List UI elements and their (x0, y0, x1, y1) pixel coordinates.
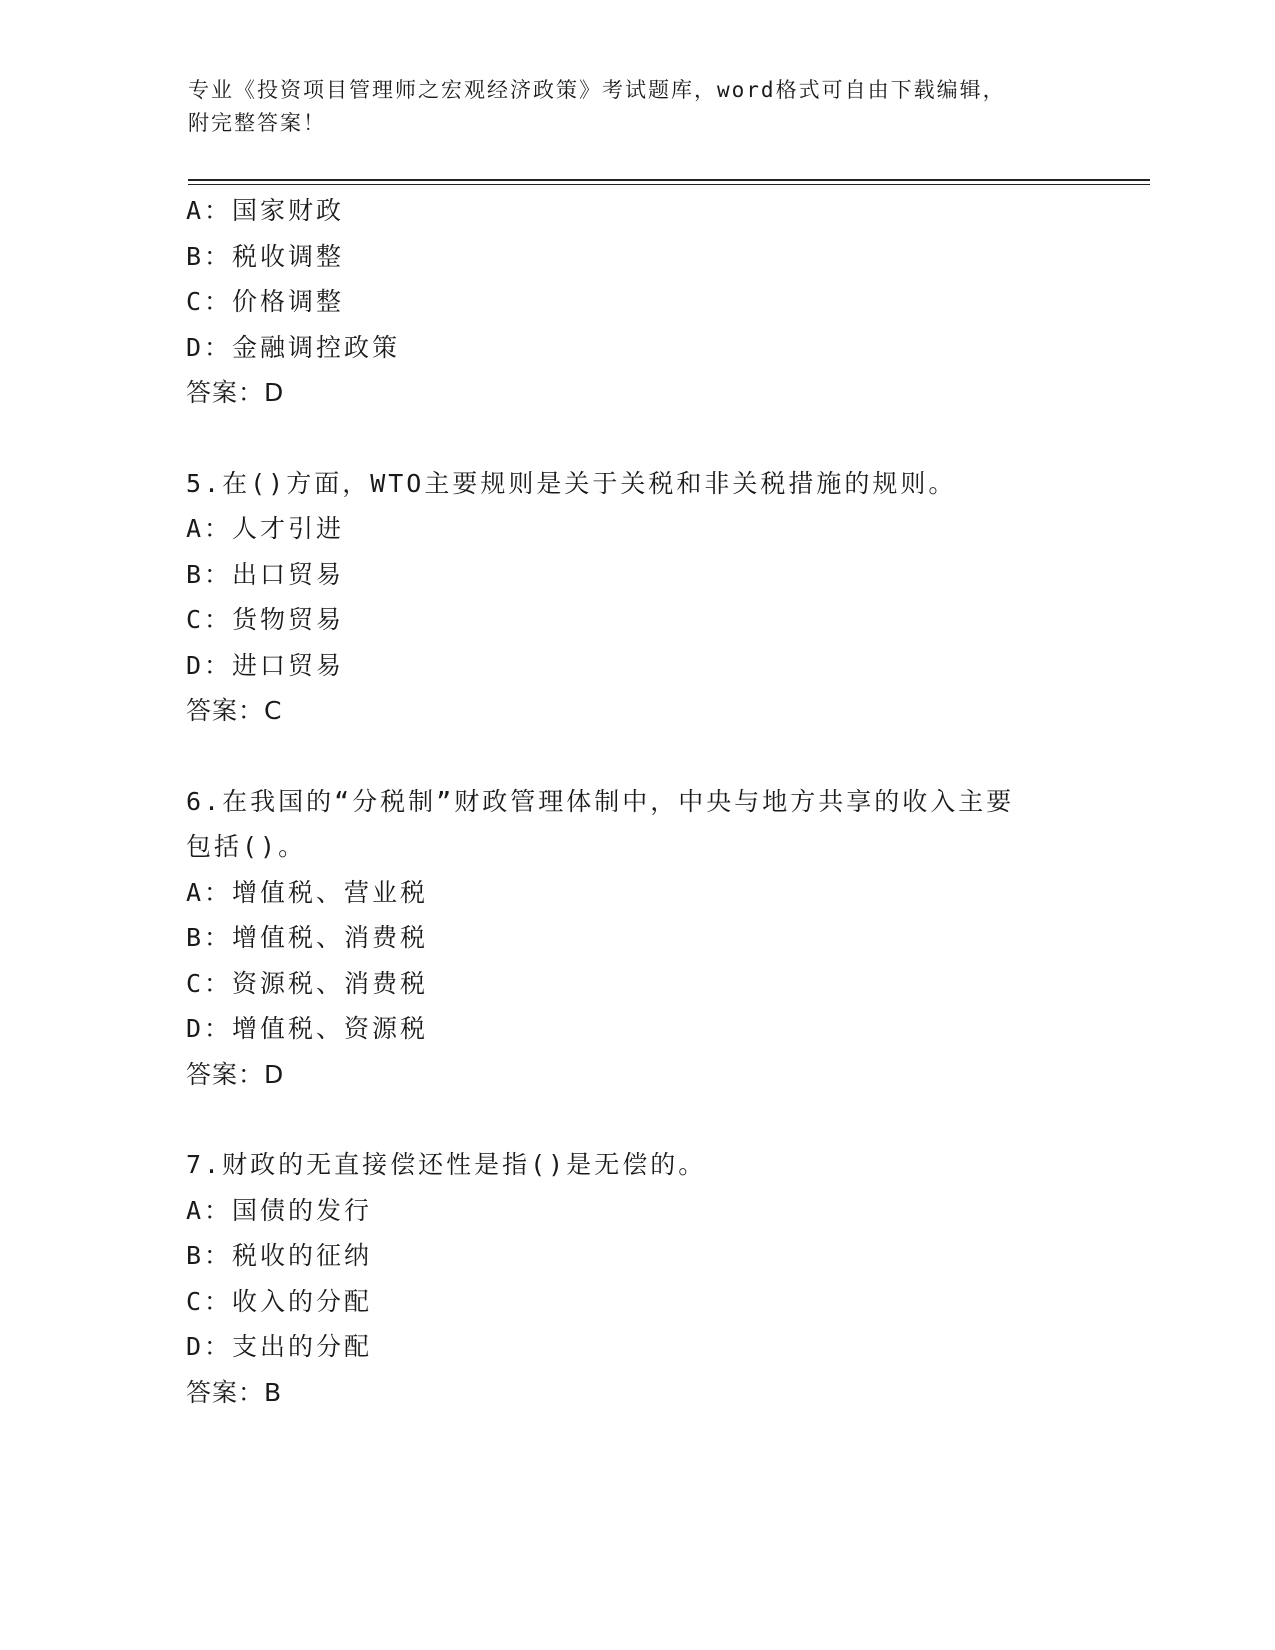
option-d: D：进口贸易 (186, 650, 345, 680)
spacer (186, 416, 1146, 461)
question-block-4-tail (186, 188, 1146, 416)
question-block-5 (186, 461, 1146, 734)
header-divider (188, 179, 1150, 181)
question-stem-continued: 包括()。 (186, 832, 307, 861)
answer-line: 答案：D (186, 1059, 285, 1089)
question-content (186, 188, 1146, 1415)
option-d: D：增值税、资源税 (186, 1014, 429, 1043)
header-divider-thin (188, 184, 1150, 185)
option-c: C：资源税、消费税 (186, 968, 429, 998)
header-line-2: 附完整答案！ (188, 111, 326, 135)
question-stem: 5.在()方面，WTO主要规则是关于关税和非关税措施的规则。 (186, 468, 957, 498)
question-stem: 6.在我国的“分税制”财政管理体制中，中央与地方共享的收入主要 (186, 786, 1015, 816)
answer-line: 答案：B (186, 1377, 283, 1407)
spacer (186, 734, 1146, 779)
option-d: D：支出的分配 (186, 1332, 373, 1361)
option-b: B：税收调整 (186, 241, 345, 271)
option-c: C：价格调整 (186, 287, 345, 316)
spacer (186, 1097, 1146, 1142)
option-c: C：收入的分配 (186, 1286, 373, 1316)
option-a: A：国债的发行 (186, 1195, 373, 1225)
option-b: B：增值税、消费税 (186, 923, 429, 952)
question-stem: 7.财政的无直接偿还性是指()是无偿的。 (186, 1150, 707, 1179)
option-a: A：增值税、营业税 (186, 877, 429, 907)
option-a: A：国家财政 (186, 196, 345, 225)
option-c: C：货物贸易 (186, 605, 345, 634)
answer-line: 答案：D (186, 378, 285, 407)
header-line-1: 专业《投资项目管理师之宏观经济政策》考试题库，word格式可自由下载编辑， (188, 78, 1006, 102)
answer-line: 答案：C (186, 696, 283, 725)
option-a: A：人才引进 (186, 514, 345, 543)
option-d: D：金融调控政策 (186, 332, 401, 362)
question-block-6 (186, 779, 1146, 1098)
option-b: B：出口贸易 (186, 559, 345, 589)
page-header (188, 74, 1088, 140)
question-block-7 (186, 1142, 1146, 1415)
option-b: B：税收的征纳 (186, 1241, 373, 1270)
